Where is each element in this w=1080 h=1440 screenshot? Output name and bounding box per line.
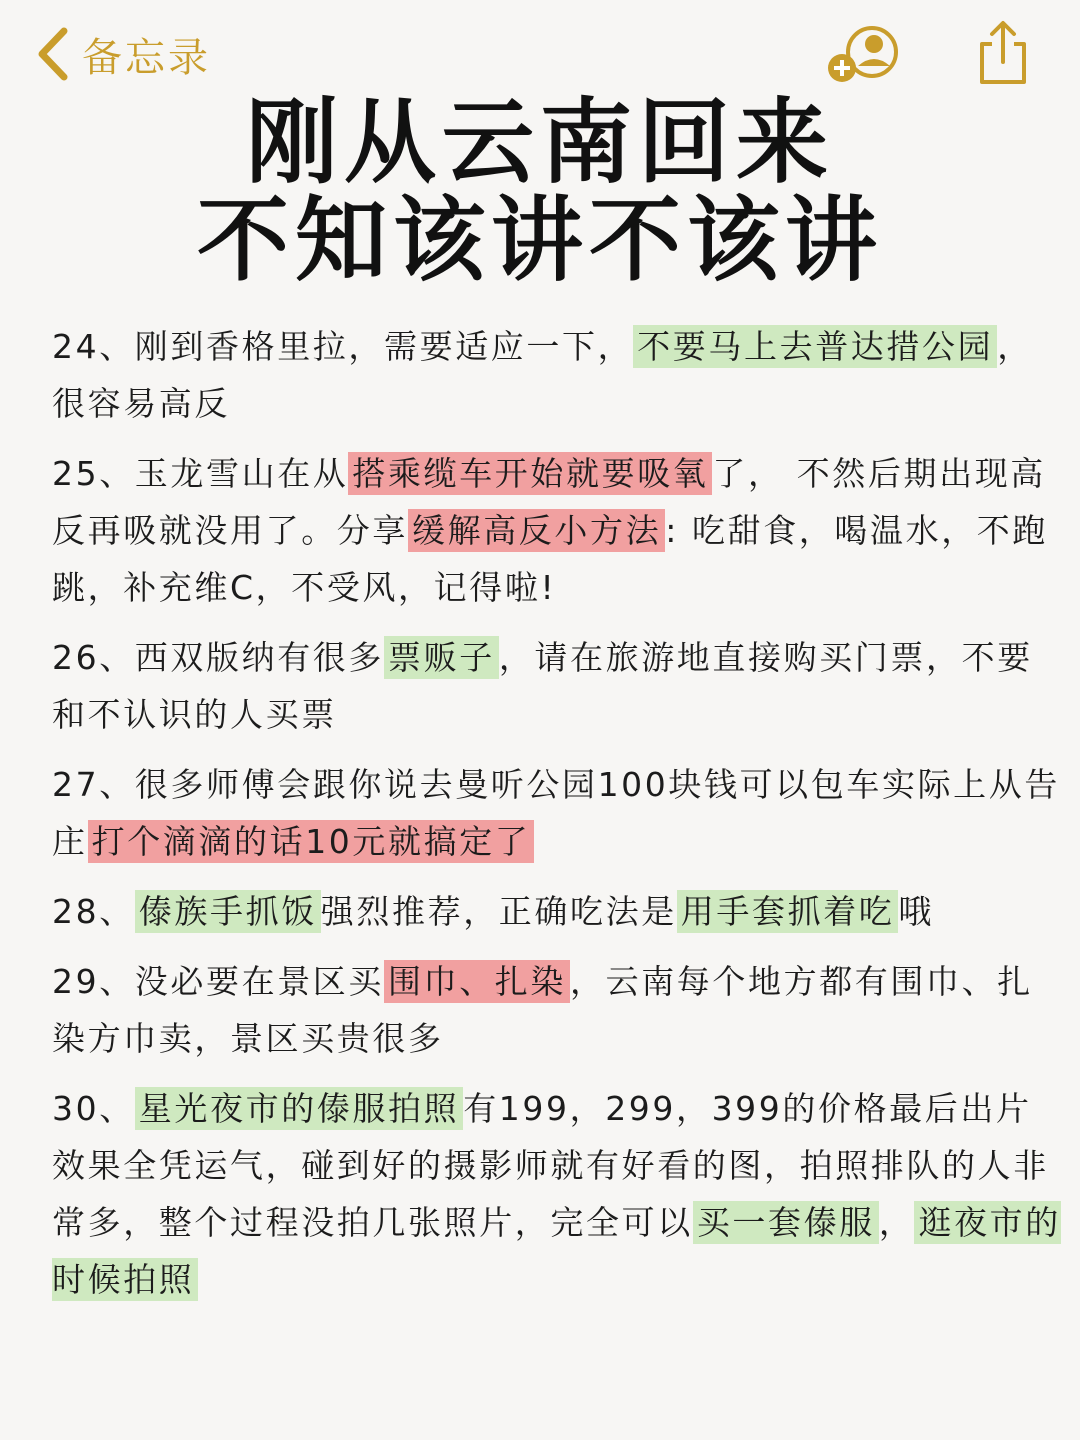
item-text: 24、刚到香格里拉，需要适应一下， bbox=[52, 327, 634, 366]
item-text: ，云南每个地方都有围巾、扎染方巾卖，景区买贵很多 bbox=[52, 962, 1033, 1058]
item-text: ，请在旅游地直接购买门票，不要和不认识的人买票 bbox=[52, 638, 1033, 734]
item-text: 30、 bbox=[52, 1089, 135, 1128]
page-title bbox=[0, 89, 1080, 294]
highlight-red: 搭乘缆车开始就要吸氧 bbox=[348, 452, 712, 495]
note-item-26 bbox=[52, 629, 1062, 743]
note-item-28 bbox=[52, 883, 1062, 940]
item-text: ，很容易高反 bbox=[52, 327, 1033, 423]
item-text: 哦 bbox=[898, 892, 935, 931]
title-line-2: 不知该讲不该讲 bbox=[196, 187, 883, 294]
item-text: ， bbox=[878, 1203, 915, 1242]
highlight-green: 票贩子 bbox=[384, 636, 499, 679]
share-icon[interactable] bbox=[972, 18, 1034, 88]
note-item-25 bbox=[52, 445, 1062, 616]
item-text: : 吃甜食，喝温水，不跑跳，补充维C，不受风，记得啦! bbox=[52, 511, 1049, 607]
item-text: 29、没必要在景区买 bbox=[52, 962, 384, 1001]
title-line-1: 刚从云南回来 bbox=[245, 89, 834, 196]
chevron-left-icon bbox=[34, 25, 72, 83]
note-item-29 bbox=[52, 953, 1062, 1067]
highlight-green: 用手套抓着吃 bbox=[677, 890, 899, 933]
note-body[interactable] bbox=[52, 318, 1062, 1321]
item-text: 26、西双版纳有很多 bbox=[52, 638, 384, 677]
note-item-30 bbox=[52, 1080, 1062, 1308]
item-text: 强烈推荐，正确吃法是 bbox=[320, 892, 677, 931]
highlight-green: 傣族手抓饭 bbox=[135, 890, 321, 933]
highlight-red: 打个滴滴的话10元就搞定了 bbox=[88, 820, 535, 863]
note-item-27 bbox=[52, 756, 1062, 870]
add-person-icon[interactable] bbox=[826, 22, 904, 86]
item-text: 有199，299，399的价格最后出片效果全凭运气，碰到好的摄影师就有好看的图，拍照排队的人非常多，整个过程没拍几张照片，完全可以 bbox=[52, 1089, 1049, 1242]
highlight-red: 围巾、扎染 bbox=[384, 960, 570, 1003]
highlight-green: 星光夜市的傣服拍照 bbox=[135, 1087, 463, 1130]
back-button[interactable] bbox=[34, 22, 211, 86]
highlight-green: 不要马上去普达措公园 bbox=[633, 325, 997, 368]
highlight-green: 逛夜市的时候拍照 bbox=[52, 1203, 1061, 1299]
item-text: 27、很多师傅会跟你说去曼听公园100块钱可以包车实际上从告庄 bbox=[52, 765, 1060, 861]
item-text: 28、 bbox=[52, 892, 135, 931]
back-label: 备忘录 bbox=[82, 34, 211, 81]
note-item-24 bbox=[52, 318, 1062, 432]
item-text: 了， 不然后期出现高反再吸就没用了。分享 bbox=[52, 454, 1046, 550]
highlight-green: 买一套傣服 bbox=[693, 1201, 879, 1244]
item-text: 25、玉龙雪山在从 bbox=[52, 454, 349, 493]
highlight-red: 缓解高反小方法 bbox=[408, 509, 665, 552]
